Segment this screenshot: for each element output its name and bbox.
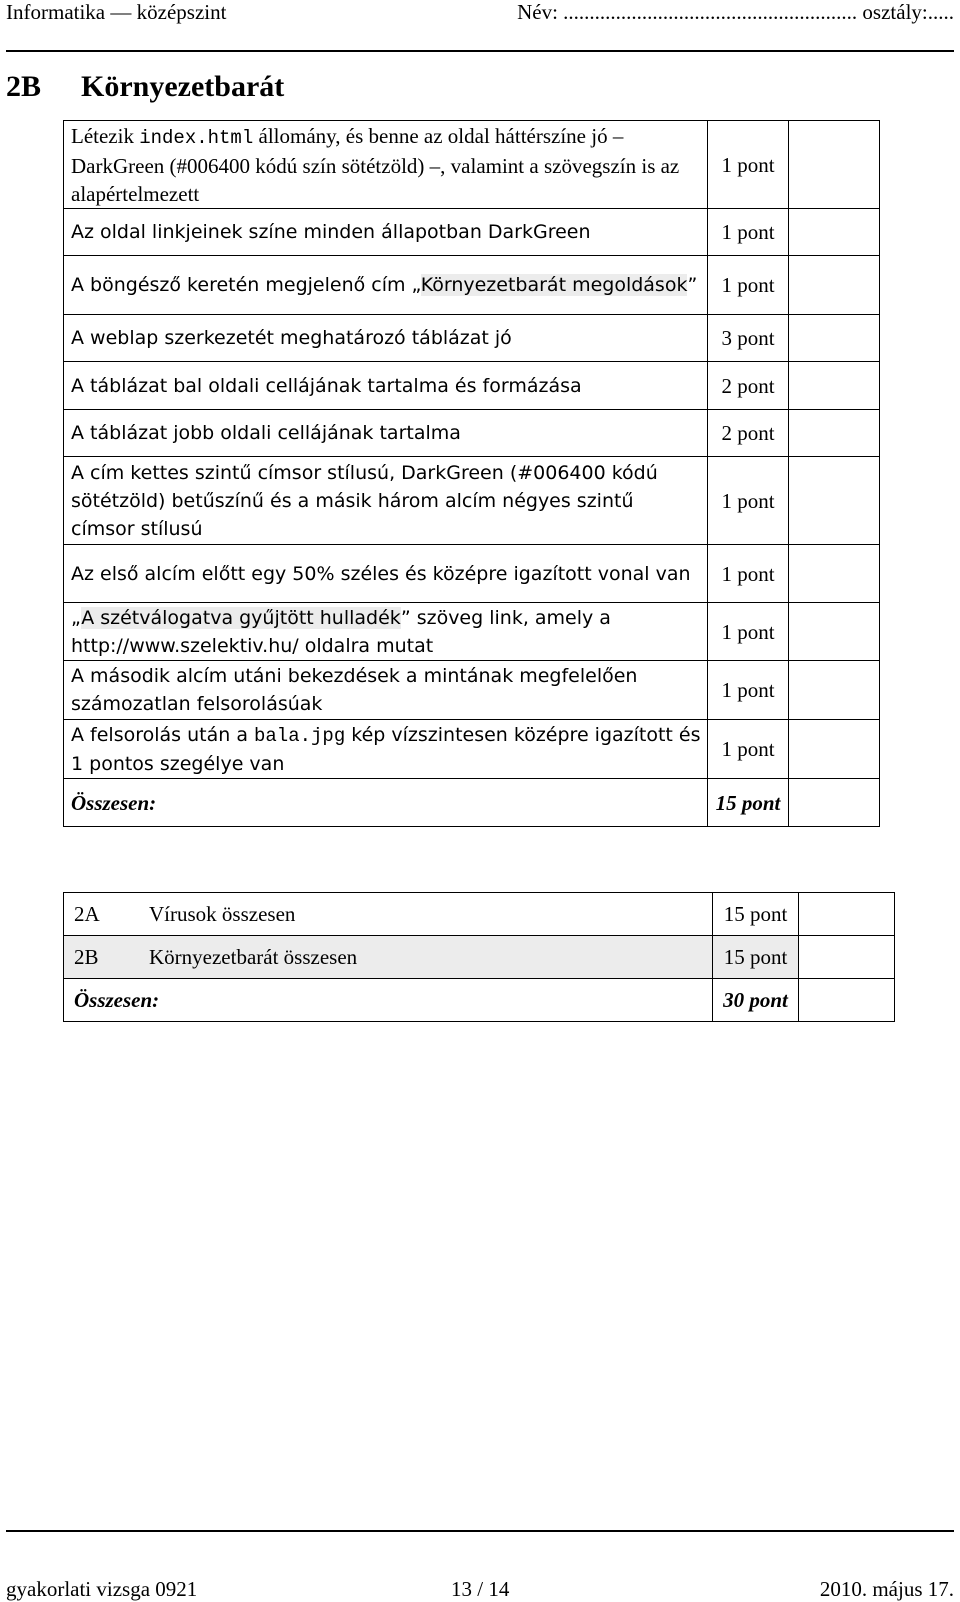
- sum-row: [64, 779, 880, 827]
- score-cell: [799, 936, 895, 979]
- table-row: [64, 315, 880, 362]
- score-cell: [789, 603, 880, 661]
- score-cell: [789, 410, 880, 457]
- score-cell: [799, 979, 895, 1022]
- footer-page-number: 13 / 14: [451, 1577, 510, 1601]
- total-points: 15 pont: [713, 893, 799, 936]
- table-row: [64, 256, 880, 315]
- criterion-points: 3 pont: [708, 315, 789, 362]
- sum-points: 15 pont: [708, 779, 789, 827]
- footer-rule: [6, 1530, 954, 1532]
- table-row: [64, 362, 880, 410]
- grand-total-row: [64, 979, 895, 1022]
- footer-date: 2010. május 17.: [819, 1577, 954, 1601]
- criterion-text: A felsorolás után a bala.jpg kép vízszintesen középre igazított és 1 pontos szegélye van: [64, 720, 708, 779]
- score-cell: [799, 893, 895, 936]
- criterion-points: 1 pont: [708, 720, 789, 779]
- criterion-text: Az első alcím előtt egy 50% széles és középre igazított vonal van: [64, 545, 708, 603]
- table-row: [64, 661, 880, 720]
- criterion-points: 1 pont: [708, 603, 789, 661]
- grand-total-points: 30 pont: [713, 979, 799, 1022]
- criterion-text: Létezik index.html állomány, és benne az oldal háttérszíne jó – DarkGreen (#006400 kódú szín sötétzöld) –, valamint a szövegszín is az alapértelmezett: [64, 121, 708, 209]
- scoring-table: [63, 120, 880, 827]
- table-row: [64, 603, 880, 661]
- score-cell: [789, 315, 880, 362]
- criterion-text: Az oldal linkjeinek színe minden állapotban DarkGreen: [64, 209, 708, 256]
- table-row: [64, 457, 880, 545]
- grand-total-label: Összesen:: [64, 979, 713, 1022]
- header-rule: [6, 50, 954, 52]
- table-row: [64, 121, 880, 209]
- total-label: 2A Vírusok összesen: [64, 893, 713, 936]
- score-cell: [789, 545, 880, 603]
- score-cell: [789, 457, 880, 545]
- criterion-text: „A szétválogatva gyűjtött hulladék” szöveg link, amely a http://www.szelektiv.hu/ oldalra mutat: [64, 603, 708, 661]
- sum-label: Összesen:: [64, 779, 708, 827]
- score-cell: [789, 121, 880, 209]
- header-name-class: Név: ........................................................ osztály:.....: [517, 0, 954, 24]
- table-row: [64, 545, 880, 603]
- criterion-points: 1 pont: [708, 457, 789, 545]
- criterion-points: 1 pont: [708, 661, 789, 720]
- criterion-points: 1 pont: [708, 209, 789, 256]
- criterion-text: A második alcím utáni bekezdések a mintának megfelelően számozatlan felsorolásúak: [64, 661, 708, 720]
- criterion-points: 1 pont: [708, 256, 789, 315]
- criterion-text: A weblap szerkezetét meghatározó táblázat jó: [64, 315, 708, 362]
- criterion-text: A táblázat jobb oldali cellájának tartalma: [64, 410, 708, 457]
- table-row: [64, 720, 880, 779]
- total-points: 15 pont: [713, 936, 799, 979]
- table-row: [64, 893, 895, 936]
- score-cell: [789, 779, 880, 827]
- criterion-text: A táblázat bal oldali cellájának tartalma és formázása: [64, 362, 708, 410]
- criterion-points: 1 pont: [708, 121, 789, 209]
- totals-table: [63, 892, 895, 1022]
- table-row: [64, 209, 880, 256]
- section-title: [6, 70, 284, 104]
- criterion-points: 2 pont: [708, 410, 789, 457]
- section-name: Környezetbarát: [81, 70, 285, 103]
- table-row: [64, 410, 880, 457]
- page-header: [6, 0, 954, 50]
- criterion-text: A cím kettes szintű címsor stílusú, DarkGreen (#006400 kódú sötétzöld) betűszínű és a másik három alcím négyes szintű címsor stílusú: [64, 457, 708, 545]
- criterion-text: A böngésző keretén megjelenő cím „Környezetbarát megoldások”: [64, 256, 708, 315]
- score-cell: [789, 256, 880, 315]
- criterion-points: 1 pont: [708, 545, 789, 603]
- score-cell: [789, 362, 880, 410]
- footer-exam: gyakorlati vizsga 0921: [6, 1577, 198, 1601]
- total-label: 2B Környezetbarát összesen: [64, 936, 713, 979]
- header-subject: Informatika — középszint: [6, 0, 227, 24]
- score-cell: [789, 661, 880, 720]
- table-row: [64, 936, 895, 979]
- section-code: 2B: [6, 70, 42, 103]
- criterion-points: 2 pont: [708, 362, 789, 410]
- score-cell: [789, 720, 880, 779]
- score-cell: [789, 209, 880, 256]
